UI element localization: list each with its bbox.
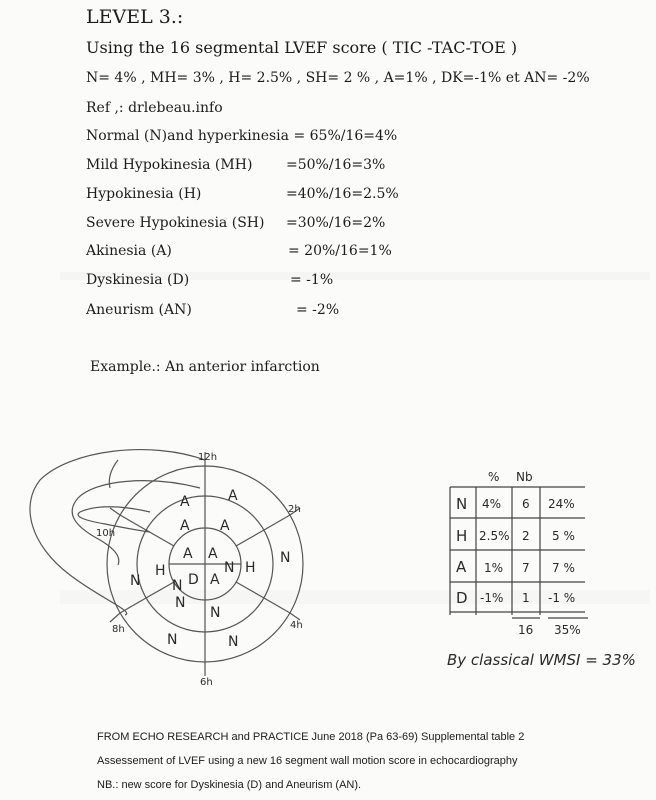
spoke <box>120 598 146 613</box>
table-cell-nb: 1 <box>522 591 530 605</box>
segment-letter: A <box>180 518 190 534</box>
spoke <box>146 530 174 546</box>
table-cell-grade: N <box>456 495 468 513</box>
segment-letter: A <box>220 518 230 534</box>
clock-tick <box>110 508 120 515</box>
table-header: % <box>488 470 500 484</box>
segment-letter: N <box>280 550 291 566</box>
segment-letter: A <box>183 546 193 562</box>
clock-label: 2h <box>288 504 301 515</box>
segment-letter: N <box>224 560 235 576</box>
table-cell-nb: 2 <box>522 529 530 543</box>
spoke <box>236 582 264 598</box>
table-cell-grade: A <box>456 558 467 576</box>
clock-tick <box>290 613 300 620</box>
segment-letter: A <box>210 572 220 588</box>
subtitle: Using the 16 segmental LVEF score ( TIC -TAC-TOE ) <box>86 38 518 57</box>
segment-letter: D <box>188 572 199 588</box>
table-cell-grade: D <box>456 589 468 607</box>
clock-label: 6h <box>200 677 213 688</box>
score-line-label: Aneurism (AN) <box>86 302 192 318</box>
segment-letter: N <box>167 632 178 648</box>
clock-tick <box>110 613 120 622</box>
table-cell-nb: 7 <box>522 561 530 575</box>
clock-label: 4h <box>290 620 303 631</box>
classical-wmsi-note: By classical WMSI = 33% <box>447 651 636 669</box>
clock-label: 8h <box>112 624 125 635</box>
segment-letter: N <box>210 605 221 621</box>
score-line-label: Severe Hypokinesia (SH) <box>86 215 265 231</box>
score-line-label: Dyskinesia (D) <box>86 272 190 288</box>
table-header: Nb <box>516 470 533 484</box>
score-line-label: Normal (N)and hyperkinesia = 65%/16=4% <box>86 128 398 144</box>
table-cell-pct: 1% <box>484 561 504 575</box>
table-cell-total: 5 % <box>552 529 575 543</box>
table-cell-total: -1 % <box>548 591 576 605</box>
score-line-label: Akinesia (A) <box>86 243 172 259</box>
segment-letter: H <box>155 563 166 579</box>
spoke <box>264 515 290 530</box>
table-sum-total: 35% <box>554 623 581 637</box>
score-line-label: Hypokinesia (H) <box>86 186 202 202</box>
segment-letter: A <box>208 546 218 562</box>
spoke <box>146 582 174 598</box>
table-cell-pct: 4% <box>482 497 502 511</box>
footer-description: Assessement of LVEF using a new 16 segment wall motion score in echocardiography <box>97 755 518 767</box>
table-cell-pct: -1% <box>480 591 504 605</box>
score-summary: N= 4% , MH= 3% , H= 2.5% , SH= 2 % , A=1% , DK=-1% et AN= -2% <box>86 70 590 86</box>
segment-letter: A <box>180 494 190 510</box>
segment-letter: A <box>228 488 238 504</box>
score-line-label: Mild Hypokinesia (MH) <box>86 157 253 173</box>
table-sum-nb: 16 <box>518 623 534 637</box>
score-line-value: = -1% <box>290 272 334 288</box>
table-cell-grade: H <box>456 527 468 545</box>
score-line-value: =30%/16=2% <box>286 215 386 231</box>
score-line-value: =50%/16=3% <box>286 157 386 173</box>
segment-letter: N <box>130 573 141 589</box>
segment-letter: N <box>172 578 183 594</box>
table-cell-total: 7 % <box>552 561 575 575</box>
clock-label: 12h <box>198 452 218 463</box>
footer-note: NB.: new score for Dyskinesia (D) and Aneurism (AN). <box>97 779 362 791</box>
table-cell-pct: 2.5% <box>479 529 510 543</box>
clock-label: 10h <box>96 528 116 539</box>
footer-source: FROM ECHO RESEARCH and PRACTICE June 2018 (Pa 63-69) Supplemental table 2 <box>97 731 525 743</box>
score-line-value: = -2% <box>296 302 340 318</box>
example-caption: Example.: An anterior infarction <box>90 359 320 375</box>
reference: Ref ,: drlebeau.info <box>86 100 223 116</box>
table-cell-total: 24% <box>548 497 575 511</box>
score-line-value: =40%/16=2.5% <box>286 186 399 202</box>
spoke <box>236 530 264 546</box>
segment-letter: N <box>228 634 239 650</box>
segment-letter: N <box>175 595 186 611</box>
page-title: LEVEL 3.: <box>86 6 184 28</box>
score-line-value: = 20%/16=1% <box>288 243 392 259</box>
segment-letter: H <box>245 560 256 576</box>
table-cell-nb: 6 <box>522 497 530 511</box>
spoke <box>264 598 290 613</box>
